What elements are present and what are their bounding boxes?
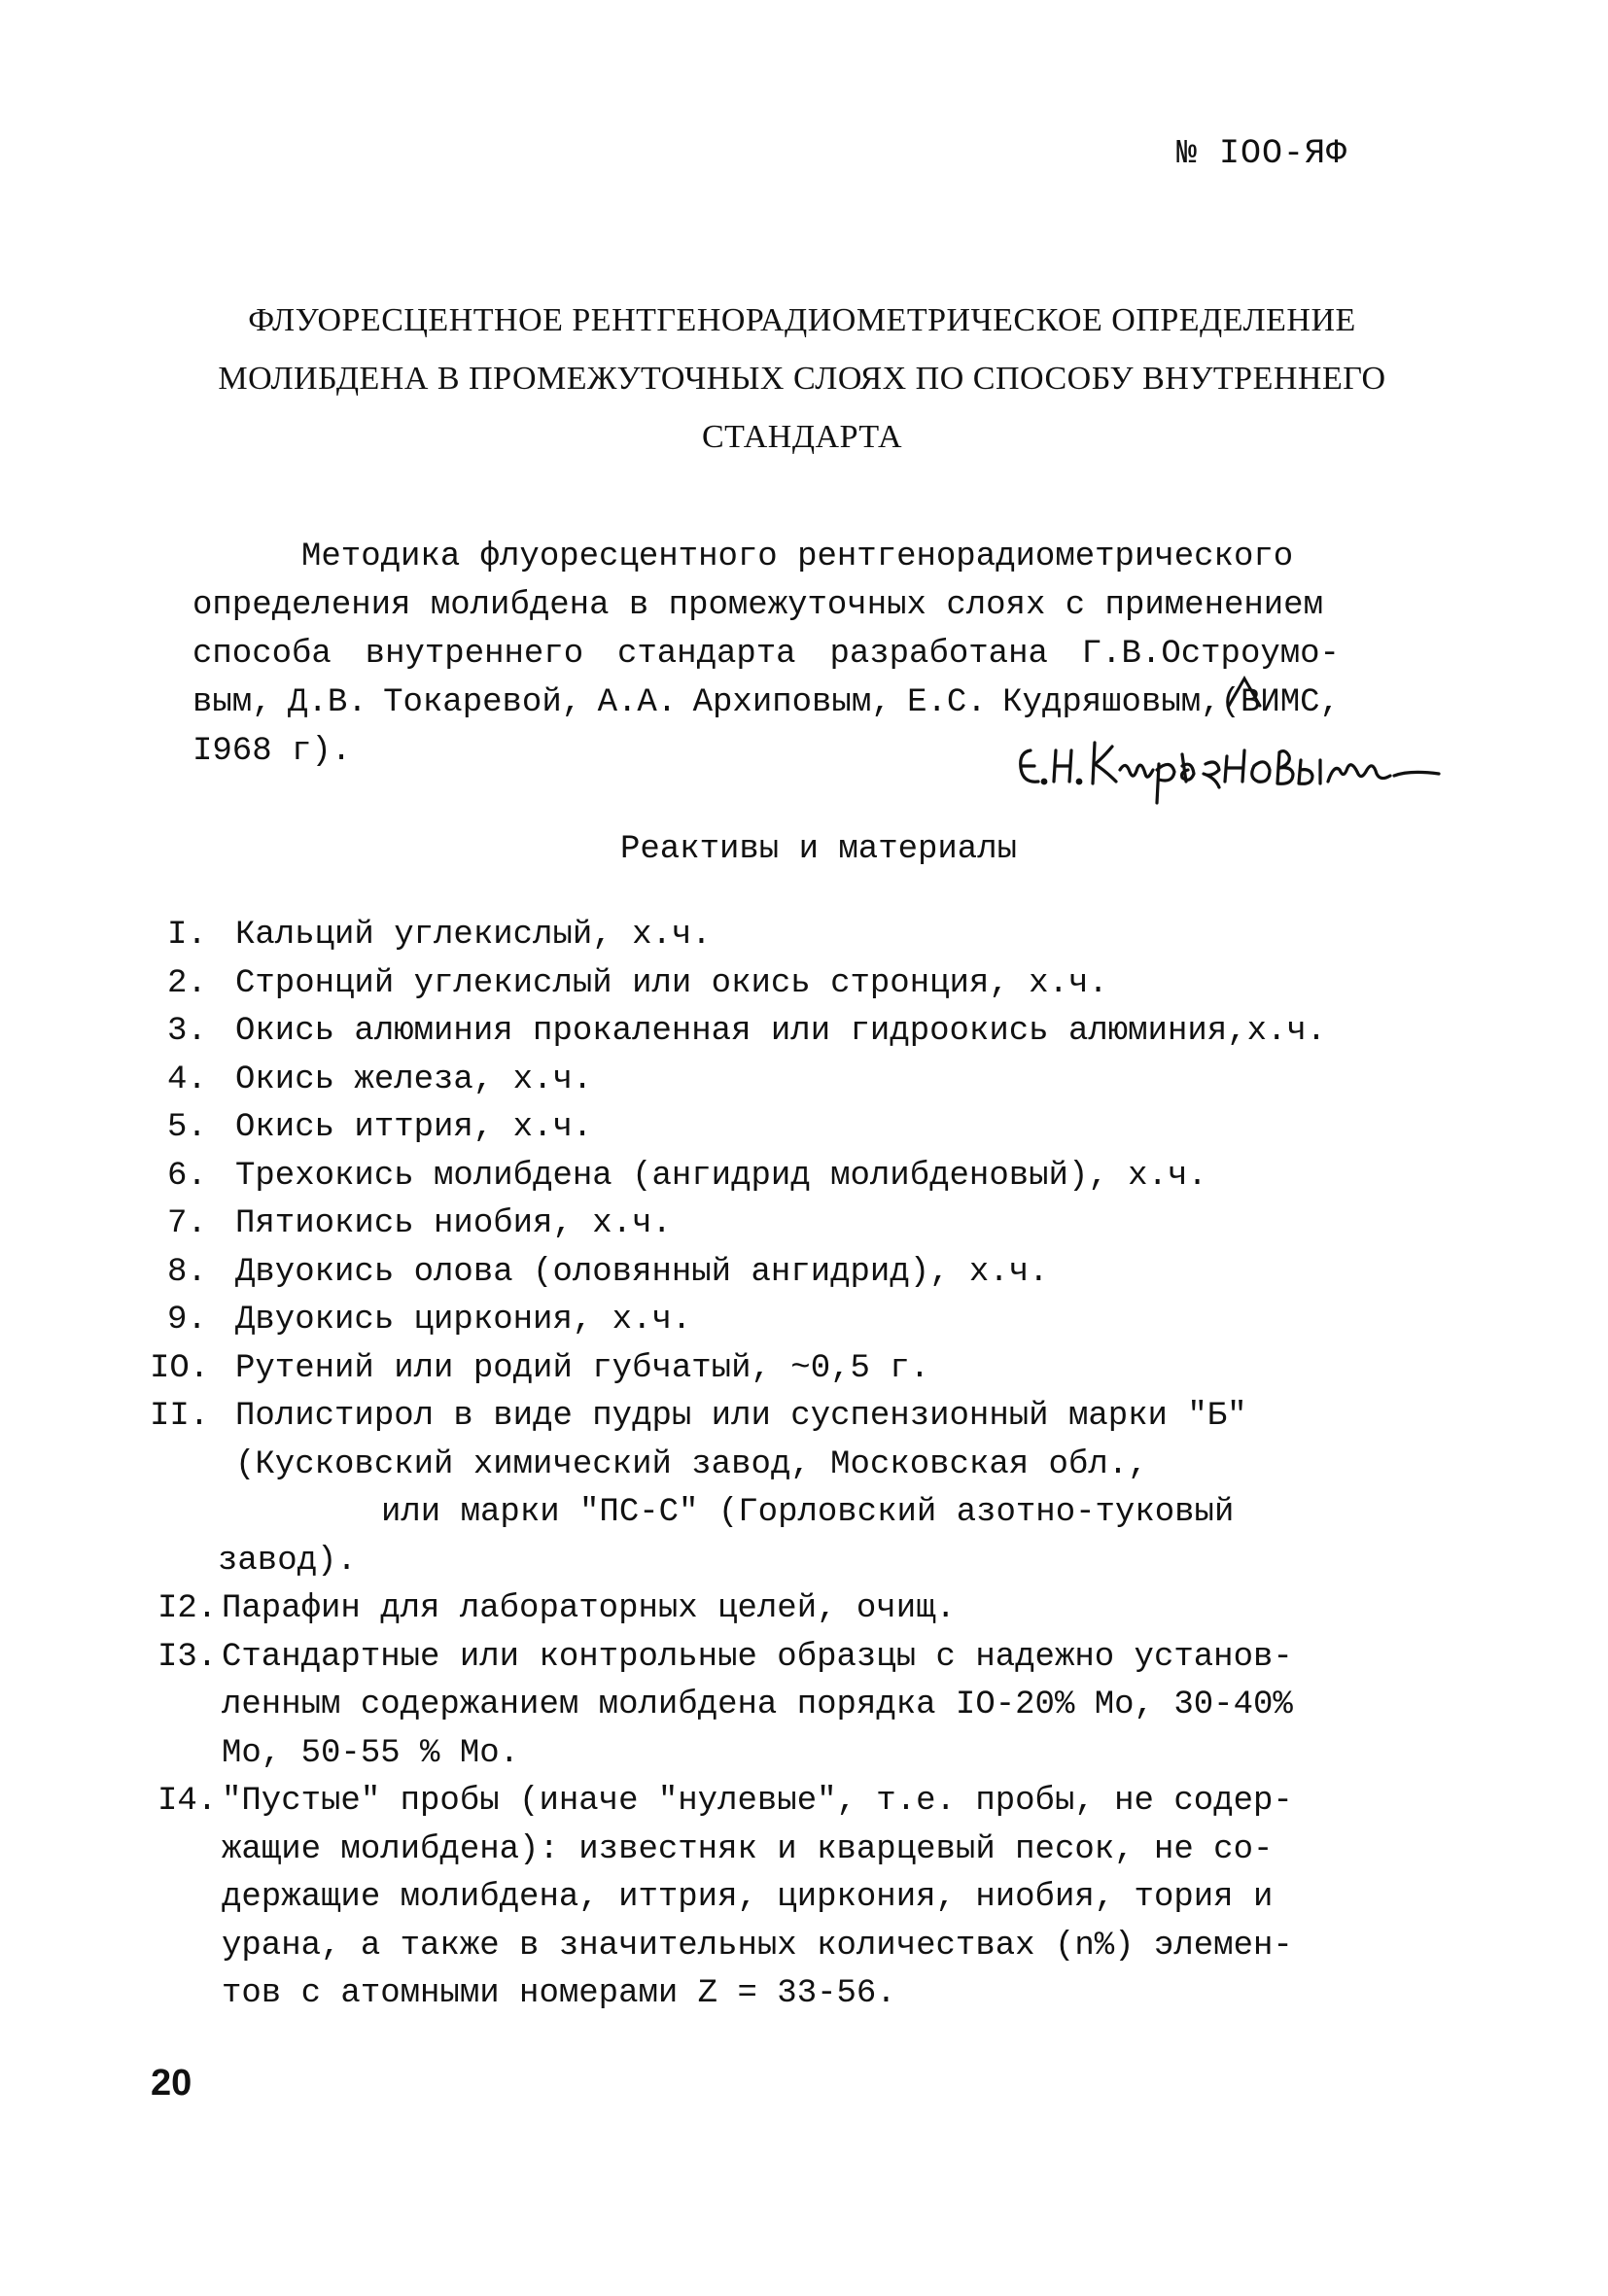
intro-word: стандарта [616, 636, 796, 673]
list-item [150, 1393, 1431, 1585]
list-item-text: тов с атомными номерами Z = 33-56. [222, 1975, 896, 2012]
intro-word: способа [192, 636, 332, 673]
list-item-number: 5. [167, 1109, 207, 1146]
list-item-text: ленным содержанием молибдена порядка IO-20% Mo, 30-40% [222, 1687, 1293, 1723]
list-item-text: Двуокись олова (оловянный ангидрид), х.ч. [235, 1253, 1049, 1291]
list-item-text: Стронций углекислый или окись стронция, х.ч. [235, 964, 1108, 1002]
intro-line-4 [192, 678, 1340, 727]
document-number: № IOO-ЯФ [1175, 134, 1347, 173]
intro-line-2: определения молибдена в промежуточных слоях с применением [192, 587, 1323, 624]
intro-word: Д.В. [288, 684, 367, 721]
list-item-number: I3. [157, 1638, 218, 1676]
intro-word: Кудряшовым,(ВИМС, [1002, 684, 1340, 721]
list-item-text: Окись железа, х.ч. [235, 1061, 593, 1098]
list-item-text: Окись иттрия, х.ч. [235, 1109, 593, 1146]
list-item-number: 4. [167, 1061, 207, 1098]
list-item [167, 1104, 1431, 1153]
intro-word: Г.В.Остроумо- [1081, 636, 1340, 673]
insertion-caret-mark [1225, 673, 1264, 712]
intro-word: Архиповым, [692, 684, 891, 721]
list-item-text: Полистирол в виде пудры или суспензионный марки "Б" [235, 1398, 1247, 1435]
intro-word: А.А. [597, 684, 678, 721]
list-item [167, 1057, 1431, 1105]
list-item-text: Трехокись молибдена (ангидрид молибденовый), х.ч. [235, 1157, 1207, 1195]
intro-word: разработана [829, 636, 1048, 673]
list-item-text: или марки "ПС-С" (Горловский азотно-туковый [381, 1494, 1235, 1531]
page-number: 20 [151, 2063, 192, 2104]
list-item [167, 1153, 1431, 1201]
list-item-text: держащие молибдена, иттрия, циркония, ниобия, тория и [222, 1879, 1274, 1916]
list-item-number: IO. [150, 1349, 210, 1387]
intro-word: вым, [192, 684, 272, 721]
intro-word: Е.С. [907, 684, 987, 721]
list-item-text: урана, а также в значительных количествах (n%) элемен- [222, 1927, 1293, 1965]
materials-list [150, 912, 1431, 2019]
list-item-number: I. [167, 917, 207, 954]
list-item [157, 1778, 1431, 2019]
list-item-text: "Пустые" пробы (иначе "нулевые", т.е. пробы, не содер- [222, 1783, 1293, 1820]
title-line-1: ФЛУОРЕСЦЕНТНОЕ РЕНТГЕНОРАДИОМЕТРИЧЕСКОЕ ОПРЕДЕЛЕНИЕ [248, 302, 1356, 338]
list-item-text: завод). [218, 1542, 357, 1580]
list-item-text: Стандартные или контрольные образцы с надежно установ- [222, 1638, 1293, 1676]
list-item-number: I4. [157, 1783, 218, 1820]
list-item-number: 8. [167, 1253, 207, 1291]
intro-line-5: I968 г). [192, 733, 352, 770]
section-heading: Реактивы и материалы [619, 831, 1018, 868]
list-item-text: Mo, 50-55 % Mo. [222, 1734, 520, 1772]
list-item-number: II. [150, 1398, 210, 1435]
list-item [157, 1585, 1431, 1634]
list-item-text: Окись алюминия прокаленная или гидроокись алюминия,х.ч. [235, 1013, 1327, 1050]
list-item-number: 3. [167, 1013, 207, 1050]
list-item-text: Парафин для лабораторных целей, очищ. [222, 1590, 956, 1627]
list-item-number: 7. [167, 1205, 207, 1242]
list-item-text: Кальций углекислый, х.ч. [235, 917, 712, 954]
list-item [167, 912, 1431, 960]
list-item [167, 1008, 1431, 1057]
list-item-number: 2. [167, 964, 207, 1002]
handwritten-insertion [1011, 721, 1478, 809]
list-item-text: Двуокись циркония, х.ч. [235, 1302, 692, 1339]
list-item [167, 1297, 1431, 1345]
title-line-2: МОЛИБДЕНА В ПРОМЕЖУТОЧНЫХ СЛОЯХ ПО СПОСОБУ ВНУТРЕННЕГО [218, 361, 1386, 397]
list-item-number: I2. [157, 1590, 218, 1627]
intro-word: внутреннего [365, 636, 584, 673]
intro-word: Токаревой, [383, 684, 582, 721]
intro-line-3 [192, 630, 1340, 678]
list-item [167, 1200, 1431, 1249]
list-item-number: 9. [167, 1302, 207, 1339]
title-line-3: СТАНДАРТА [701, 419, 903, 455]
list-item-text: (Кусковский химический завод, Московская обл., [235, 1445, 1148, 1483]
intro-line-1: Методика флуоресцентного рентгенорадиометрического [301, 539, 1294, 575]
list-item [167, 960, 1431, 1009]
list-item-text: жащие молибдена): известняк и кварцевый песок, не со- [222, 1830, 1274, 1868]
document-title [194, 292, 1410, 467]
list-item [157, 1634, 1431, 1779]
list-item [167, 1249, 1431, 1298]
list-item-text: Рутений или родий губчатый, ~0,5 г. [235, 1349, 930, 1387]
list-item-number: 6. [167, 1157, 207, 1195]
list-item [150, 1345, 1431, 1394]
list-item-text: Пятиокись ниобия, х.ч. [235, 1205, 672, 1242]
